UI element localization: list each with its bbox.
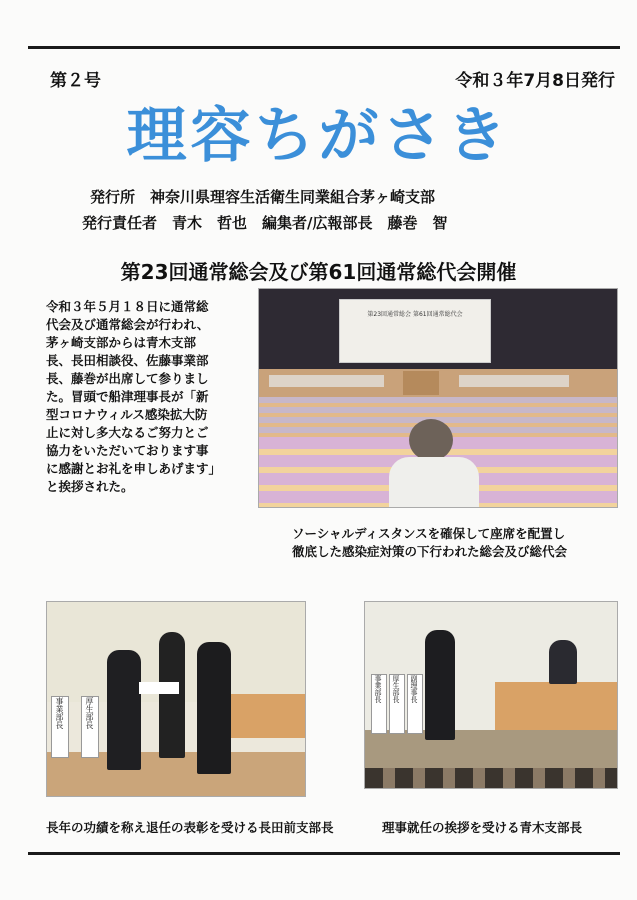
sign-jigyo: 事業部長 xyxy=(55,697,64,729)
attendee-shirt xyxy=(389,457,479,507)
audience-row xyxy=(365,768,617,788)
sign-kosei: 厚生部長 xyxy=(85,697,94,729)
person-presenter xyxy=(197,642,231,774)
auditorium-photo xyxy=(258,288,618,508)
sign-kosei: 厚生部長 xyxy=(392,675,400,703)
person-at-desk xyxy=(549,640,577,684)
article-headline: 第23回通常総会及び第61回通常総代会開催 xyxy=(120,260,517,284)
floor xyxy=(47,752,305,796)
sign-kosei-card xyxy=(389,674,405,734)
left-caption: 長年の功績を称え退任の表彰を受ける長田前支部長 xyxy=(46,820,334,835)
main-caption-1: ソーシャルディスタンスを確保して座席を配置し xyxy=(292,526,566,541)
stage-banner: 第23回通常総会 第61回通常総代会 xyxy=(367,311,463,318)
attendee-silhouette xyxy=(409,419,453,461)
stage-screen xyxy=(339,299,491,363)
greeting-photo xyxy=(364,601,618,789)
sign-jigyo: 事業部長 xyxy=(374,675,382,703)
issue-number: 第２号 xyxy=(50,71,101,91)
newsletter-title: 理容ちがさき xyxy=(126,101,511,171)
person-assistant xyxy=(159,632,185,758)
sign-jigyo-card xyxy=(51,696,69,758)
head-table-right xyxy=(459,375,569,387)
certificate xyxy=(139,682,179,694)
head-table-left xyxy=(269,375,384,387)
sign-fukuriji: 副理事長 xyxy=(410,675,418,703)
person-bowing xyxy=(107,650,141,770)
podium xyxy=(403,371,439,395)
award-photo xyxy=(46,601,306,797)
sign-jigyo-card xyxy=(371,674,387,734)
article-body: 令和３年５月１８日に通常総代会及び通常総会が行われ、茅ヶ崎支部からは青木支部長、長田相談役、佐藤事業部長、藤巻が出席して参りました。冒頭で船津理事長が「新型コロナウィルス感染拡大防止に対し多大なるご努力とご協力をいただいております事に感謝とお礼を申しあげます」と挨拶された。 xyxy=(46,299,215,494)
sign-kosei-card xyxy=(81,696,99,758)
main-caption-2: 徹底した感染症対策の下行われた総会及び総代会 xyxy=(292,544,568,559)
stage-desk xyxy=(495,682,617,730)
sign-fukuriji-card xyxy=(407,674,423,734)
bottom-rule xyxy=(28,852,620,855)
issue-date: 令和３年7月8日発行 xyxy=(455,71,615,91)
top-rule xyxy=(28,46,620,49)
editor-line: 発行責任者 青木 哲也 編集者/広報部長 藤巻 智 xyxy=(82,214,448,232)
publisher-line: 発行所 神奈川県理容生活衛生同業組合茅ヶ崎支部 xyxy=(90,188,436,206)
person-standing xyxy=(425,630,455,740)
right-caption: 理事就任の挨拶を受ける青木支部長 xyxy=(382,820,583,835)
